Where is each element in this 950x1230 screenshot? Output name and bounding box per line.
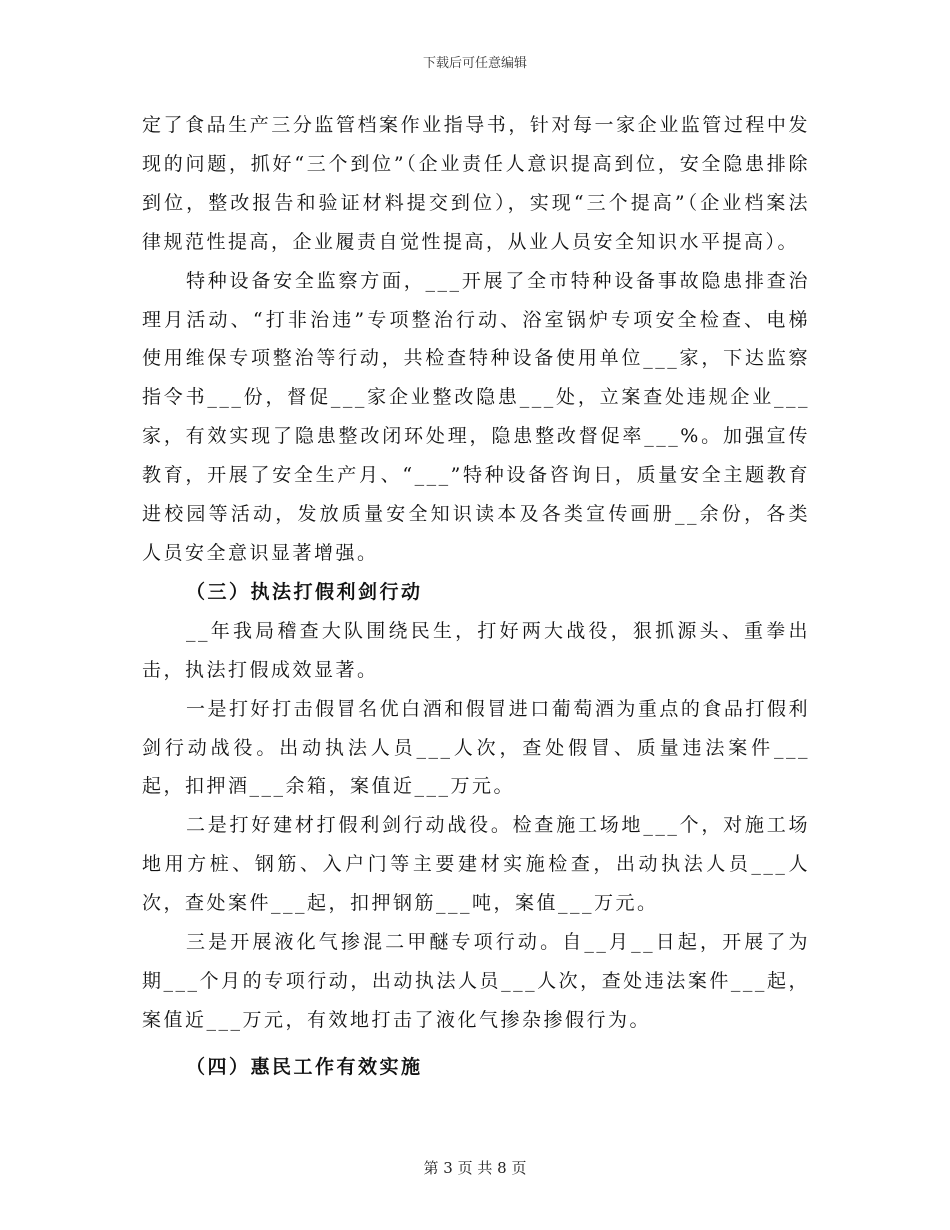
page-number: 第 3 页 共 8 页 — [423, 1159, 527, 1177]
paragraph-building-materials: 二是打好建材打假利剑行动战役。检查施工场地___个，对施工场地用方桩、钢筋、入户门等主要建材实施检查，出动执法人员___人次，查处案件___起，扣押钢筋___吨，案值___万元。 — [142, 814, 810, 915]
document-body — [142, 106, 810, 1087]
paragraph-inspection-team: __年我局稽查大队围绕民生，打好两大战役，狠抓源头、重拳出击，执法打假成效显著。 — [142, 619, 810, 681]
paragraph-special-equipment: 特种设备安全监察方面，___开展了全市特种设备事故隐患排查治理月活动、“打非治违”专项整治行动、浴室锅炉专项安全检查、电梯使用维保专项整治等行动，共检查特种设备使用单位___家，下达监察指令书___份，督促___家企业整改隐患___处，立案查处违规企业___家，有效实现了隐患整改闭环处理，隐患整改督促率___%。加强宣传教育，开展了安全生产月、“___”特种设备咨询日，质量安全主题教育进校园等活动，发放质量安全知识读本及各类宣传画册__余份，各类人员安全意识显著增强。 — [142, 269, 810, 564]
paragraph-liquor-campaign: 一是打好打击假冒名优白酒和假冒进口葡萄酒为重点的食品打假利剑行动战役。出动执法人员___人次，查处假冒、质量违法案件___起，扣押酒___余箱，案值近___万元。 — [142, 697, 810, 798]
paragraph-file-guidance: 定了食品生产三分监管档案作业指导书，针对每一家企业监管过程中发现的问题，抓好“三个到位”（企业责任人意识提高到位，安全隐患排除到位，整改报告和验证材料提交到位），实现“三个提高”（企业档案法律规范性提高，企业履责自觉性提高，从业人员安全知识水平提高）。 — [142, 114, 810, 253]
section-heading-4: （四）惠民工作有效实施 — [186, 1055, 423, 1078]
section-heading-3: （三）执法打假利剑行动 — [186, 580, 423, 603]
paragraph-lpg-campaign: 三是开展液化气掺混二甲醚专项行动。自__月__日起，开展了为期___个月的专项行动，出动执法人员___人次，查处违法案件___起，案值近___万元，有效地打击了液化气掺杂掺假行为。 — [142, 931, 810, 1031]
page-header: 下载后可任意编辑 — [422, 56, 527, 71]
